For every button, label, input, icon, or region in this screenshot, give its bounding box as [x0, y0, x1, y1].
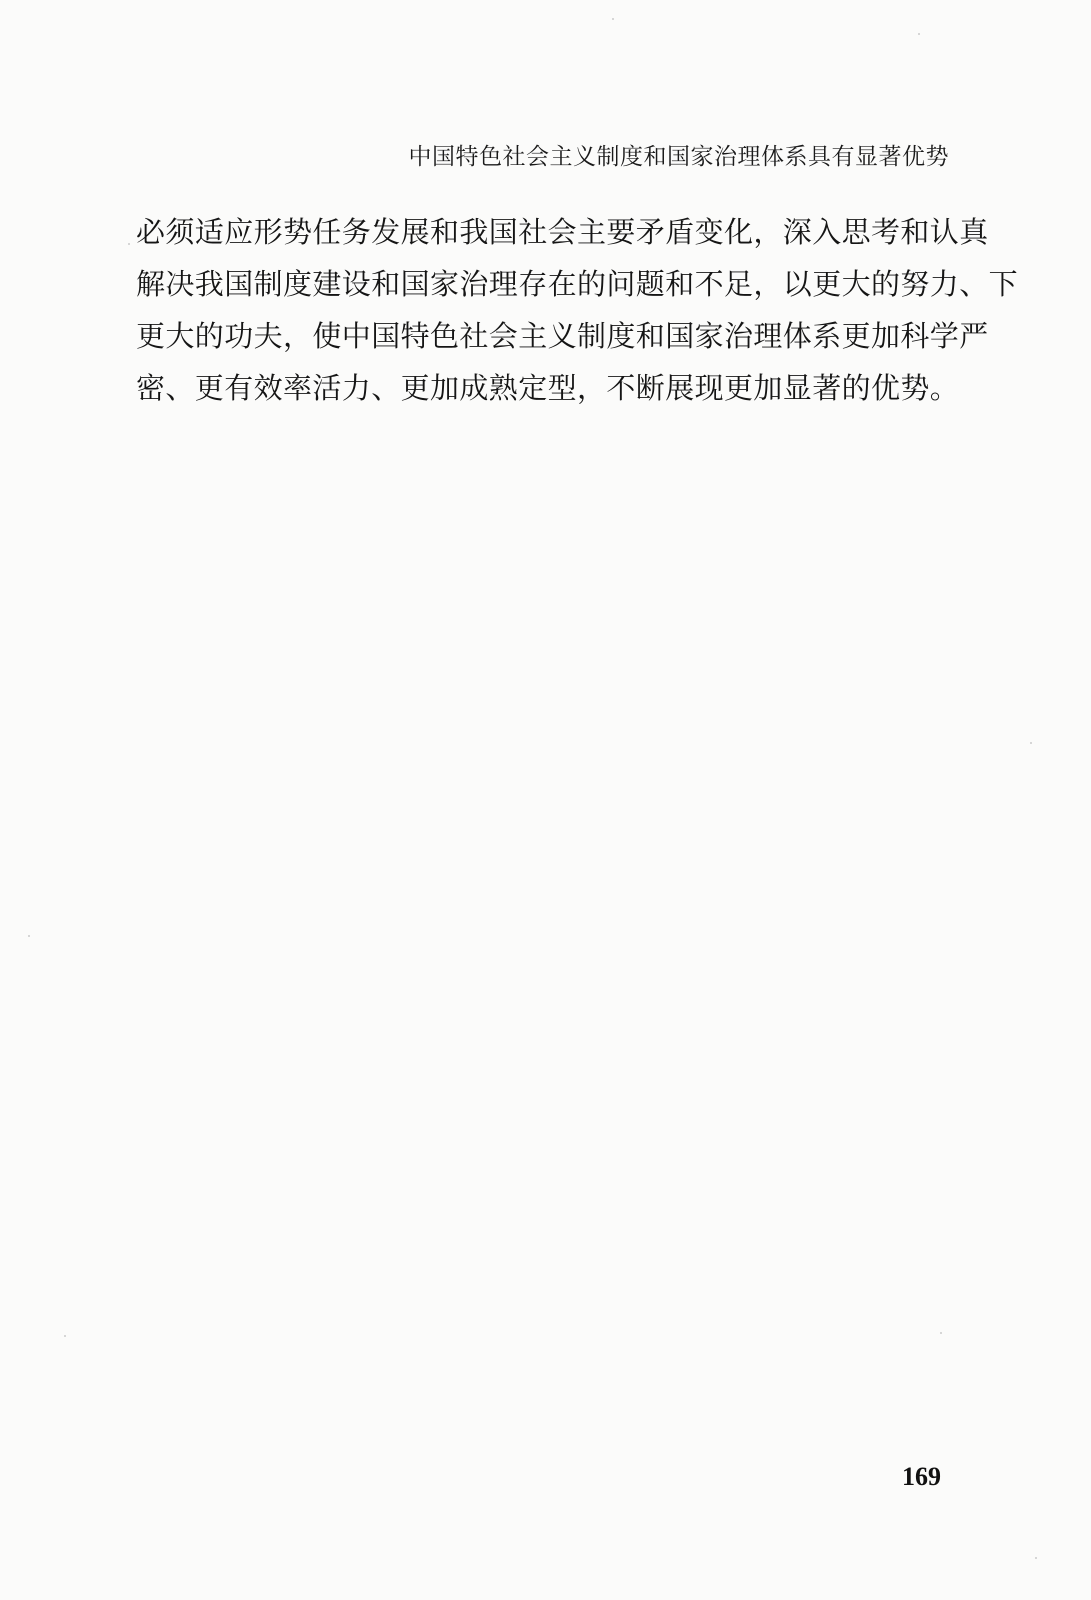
paragraph-line: 密、更有效率活力、更加成熟定型，不断展现更加显著的优势。 — [136, 371, 960, 405]
scan-speck — [940, 1332, 942, 1334]
scan-speck — [918, 33, 920, 35]
scan-speck — [612, 18, 614, 20]
paragraph-line: 更大的功夫，使中国特色社会主义制度和国家治理体系更加科学严 — [136, 319, 989, 353]
paragraph-line: 必须适应形势任务发展和我国社会主要矛盾变化，深入思考和认真 — [136, 215, 989, 249]
scan-speck — [1030, 742, 1032, 744]
page-number: 169 — [902, 1462, 941, 1491]
body-paragraph — [136, 206, 1019, 414]
scan-speck — [128, 243, 130, 245]
scan-speck — [1035, 1557, 1037, 1559]
scan-speck — [64, 1335, 66, 1337]
paragraph-line: 解决我国制度建设和国家治理存在的问题和不足，以更大的努力、下 — [136, 267, 1019, 301]
running-header: 中国特色社会主义制度和国家治理体系具有显著优势 — [408, 144, 949, 170]
scan-speck — [28, 935, 30, 937]
